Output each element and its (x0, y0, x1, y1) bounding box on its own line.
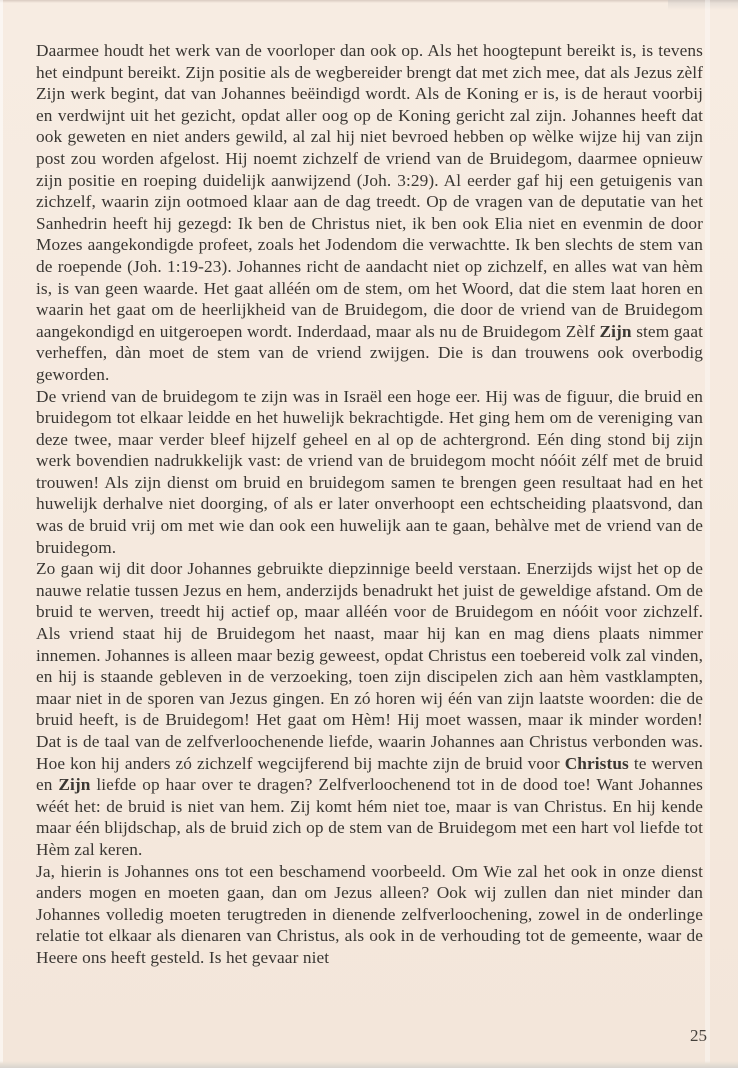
body-text (36, 40, 703, 969)
emphasized-text: Zijn (599, 321, 632, 341)
page-left-edge-highlight (0, 0, 3, 1068)
page-number: 25 (690, 1026, 707, 1045)
text-segment: De vriend van de bruidegom te zijn was in Israël een hoge eer. Hij was de figuur, die bruid en bruidegom tot elkaar leidde en het huwelijk bekrachtigde. Het ging hem om de vereniging van deze twee, maar verder bleef hijzelf geheel en al op de achtergrond. Eén ding stond bij zijn werk bovendien nadrukkelijk vast: de vriend van de bruidegom mocht nóóit zélf met de bruid trouwen! Als zijn dienst om bruid en bruidegom samen te brengen geen resultaat had en het huwelijk derhalve niet doorging, of als er later onverhoopt een echtscheiding plaatsvond, dan was de bruid vrij om met wie dan ook een huwelijk aan te gaan, behàlve met de vriend van de bruidegom. (36, 386, 703, 557)
page-right-crease (705, 0, 710, 1068)
paragraph (36, 40, 703, 386)
text-segment: liefde op haar over te dragen? Zelfverloochenend tot in de dood toe! Want Johannes wéét het: de bruid is niet van hem. Zij komt hém niet toe, maar is van Christus. En hij kende maar één blijdschap, als de bruid zich op de stem van de Bruidegom met een hart vol liefde tot Hèm zal keren. (36, 775, 704, 859)
text-segment: stem gaat verheffen, dàn moet de stem van de vriend zwijgen. Die is dan trouwens ook overbodig geworden. (36, 321, 703, 384)
text-segment: Daarmee houdt het werk van de voorloper dan ook op. Als het hoogtepunt bereikt is, is tevens het eindpunt bereikt. Zijn positie als de wegbereider brengt dat met zich mee, dat als Jezus zèlf Zijn werk begint, dat van Johannes beëindigd wordt. Als de Koning er is, is de heraut voorbij en verdwijnt uit het gezicht, opdat aller oog op de Koning gericht zal zijn. Johannes heeft dat ook geweten en niet anders gewild, al zal hij niet bevroed hebben op wèlke wijze hij van zijn post zou worden afgelost. Hij noemt zichzelf de vriend van de Bruidegom, daarmee opnieuw zijn positie en roeping duidelijk aanwijzend (Joh. 3:29). Al eerder gaf hij een getuigenis van zichzelf, waarin zijn ootmoed klaar aan de dag treedt. Op de vragen van de deputatie van het Sanhedrin heeft hij gezegd: Ik ben de Christus niet, ik ben ook Elia niet en evenmin de door Mozes aangekondigde profeet, zoals het Jodendom die verwachtte. Ik ben slechts de stem van de roepende (Joh. 1:19-23). Johannes richt de aandacht niet op zichzelf, en alles wat van hèm is, is van geen waarde. Het gaat alléén om de stem, om het Woord, dat die stem laat horen en waarin het gaat om de heerlijkheid van de Bruidegom, die door de vriend van de Bruidegom aangekondigd en uitgeroepen wordt. Inderdaad, maar als nu de Bruidegom Zèlf (36, 41, 703, 341)
page-top-edge-shadow (0, 0, 738, 3)
text-segment: Ja, hierin is Johannes ons tot een beschamend voorbeeld. Om Wie zal het ook in onze dienst anders mogen en moeten gaan, dan om Jezus alleen? Ook wij zullen dan niet minder dan Johannes volledig moeten terugtreden in dienende zelfverloochening, zowel in de onderlinge relatie tot elkaar als dienaren van Christus, als ook in de verhouding tot de gemeente, waar de Heere ons heeft gesteld. Is het gevaar niet (36, 861, 703, 967)
page-bottom-edge-shadow (0, 1061, 738, 1068)
page-top-right-corner-shadow (668, 0, 738, 10)
paragraph (36, 558, 703, 860)
emphasized-text: Christus (564, 753, 629, 773)
paragraph (36, 386, 703, 559)
paragraph (36, 861, 703, 969)
emphasized-text: Zijn (58, 775, 91, 795)
text-segment: Zo gaan wij dit door Johannes gebruikte diepzinnige beeld verstaan. Enerzijds wijst het op de nauwe relatie tussen Jezus en hem, anderzijds benadrukt het juist de geweldige afstand. Om de bruid te werven, treedt hij actief op, maar alléén voor de Bruidegom en nóóit voor zichzelf. Als vriend staat hij de Bruidegom het naast, maar hij kan en mag diens plaats nimmer innemen. Johannes is alleen maar bezig geweest, opdat Christus een toebereid volk zal vinden, en hij is staande gebleven in de verzoeking, toen zijn discipelen zich aan hèm vastklampten, maar niet in de sporen van Jezus gingen. En zó horen wij één van zijn laatste woorden: die de bruid heeft, is de Bruidegom! Het gaat om Hèm! Hij moet wassen, maar ik minder worden! Dat is de taal van de zelfverloochenende liefde, waarin Johannes aan Christus verbonden was. Hoe kon hij anders zó zichzelf wegcijferend bij machte zijn de bruid voor (36, 559, 703, 773)
text-segment: te werven en (36, 753, 703, 795)
